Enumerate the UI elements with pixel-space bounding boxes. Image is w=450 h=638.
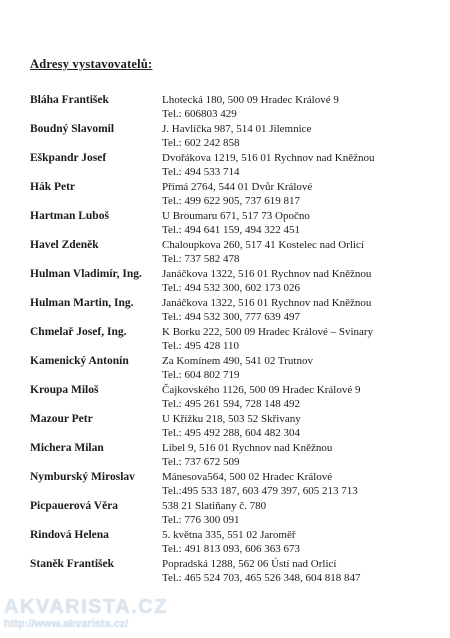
- exhibitor-phone: Tel.: 495 428 110: [162, 340, 240, 352]
- exhibitor-address: Dvořákova 1219, 516 01 Rychnov nad Kněžnou: [162, 152, 375, 164]
- exhibitor-name: Hák Petr: [30, 181, 76, 193]
- exhibitor-address: Za Komínem 490, 541 02 Trutnov: [162, 355, 313, 367]
- exhibitor-address: Libel 9, 516 01 Rychnov nad Kněžnou: [162, 442, 333, 454]
- watermark: [4, 596, 204, 636]
- exhibitor-phone: Tel.: 495 492 288, 604 482 304: [162, 427, 300, 439]
- exhibitor-entry: [0, 529, 450, 559]
- exhibitor-phone: Tel.: 495 261 594, 728 148 492: [162, 398, 300, 410]
- exhibitor-entry: [0, 384, 450, 414]
- exhibitor-entry: [0, 210, 450, 240]
- exhibitor-phone: Tel.: 604 802 719: [162, 369, 240, 381]
- exhibitor-address: Janáčkova 1322, 516 01 Rychnov nad Kněžnou: [162, 297, 372, 309]
- exhibitor-entry: [0, 297, 450, 327]
- exhibitor-phone: Tel.: 494 641 159, 494 322 451: [162, 224, 300, 236]
- exhibitor-name: Kroupa Miloš: [30, 384, 99, 396]
- exhibitor-address: 538 21 Slatiňany č. 780: [162, 500, 267, 512]
- exhibitor-phone: Tel.: 494 533 714: [162, 166, 240, 178]
- exhibitor-entry: [0, 500, 450, 530]
- exhibitor-phone: Tel.: 602 242 858: [162, 137, 240, 149]
- exhibitor-name: Picpauerová Věra: [30, 500, 119, 512]
- exhibitor-entry: [0, 471, 450, 501]
- exhibitor-name: Bláha František: [30, 94, 109, 106]
- exhibitor-address: Lhotecká 180, 500 09 Hradec Králové 9: [162, 94, 339, 106]
- exhibitor-phone: Tel.: 494 532 300, 602 173 026: [162, 282, 300, 294]
- exhibitor-entry: [0, 239, 450, 269]
- exhibitor-name: Hulman Vladimír, Ing.: [30, 268, 142, 280]
- exhibitor-address: Popradská 1288, 562 06 Ústí nad Orlicí: [162, 558, 337, 570]
- exhibitor-name: Rindová Helena: [30, 529, 109, 541]
- exhibitor-entry: [0, 326, 450, 356]
- exhibitor-name: Boudný Slavomil: [30, 123, 115, 135]
- exhibitor-name: Michera Milan: [30, 442, 104, 454]
- exhibitor-address: Čajkovského 1126, 500 09 Hradec Králové 9: [162, 384, 361, 396]
- exhibitor-name: Nymburský Miroslav: [30, 471, 135, 483]
- exhibitor-phone: Tel.: 465 524 703, 465 526 348, 604 818 847: [162, 572, 361, 584]
- exhibitor-address: Chaloupkova 260, 517 41 Kostelec nad Orlicí: [162, 239, 364, 251]
- exhibitor-address: U Broumaru 671, 517 73 Opočno: [162, 210, 310, 222]
- exhibitor-phone: Tel.:495 533 187, 603 479 397, 605 213 713: [162, 485, 358, 497]
- exhibitor-entry: [0, 558, 450, 588]
- exhibitor-phone: Tel.: 606803 429: [162, 108, 237, 120]
- exhibitor-phone: Tel.: 494 532 300, 777 639 497: [162, 311, 300, 323]
- exhibitor-phone: Tel.: 737 582 478: [162, 253, 240, 265]
- exhibitor-entry: [0, 355, 450, 385]
- document-heading: Adresy vystavovatelů:: [30, 57, 153, 71]
- exhibitor-address: U Křížku 218, 503 52 Skřivany: [162, 413, 301, 425]
- exhibitor-name: Kamenický Antonín: [30, 355, 129, 367]
- exhibitor-address: Mánesova564, 500 02 Hradec Králové: [162, 471, 333, 483]
- exhibitor-phone: Tel.: 491 813 093, 606 363 673: [162, 543, 300, 555]
- exhibitor-phone: Tel.: 776 300 091: [162, 514, 240, 526]
- exhibitor-entry: [0, 413, 450, 443]
- exhibitor-name: Havel Zdeněk: [30, 239, 99, 251]
- exhibitor-entry: [0, 123, 450, 153]
- exhibitor-name: Mazour Petr: [30, 413, 93, 425]
- exhibitor-address: K Borku 222, 500 09 Hradec Králové – Svinary: [162, 326, 374, 338]
- exhibitor-entry: [0, 152, 450, 182]
- exhibitor-address: Přímá 2764, 544 01 Dvůr Králové: [162, 181, 313, 193]
- watermark-title: AKVARISTA.CZ: [4, 596, 168, 618]
- exhibitor-entry: [0, 268, 450, 298]
- exhibitor-name: Hulman Martin, Ing.: [30, 297, 134, 309]
- exhibitor-name: Staněk František: [30, 558, 115, 570]
- exhibitor-entry: [0, 94, 450, 124]
- exhibitor-address: 5. května 335, 551 02 Jaroměř: [162, 529, 296, 541]
- exhibitor-entry: [0, 181, 450, 211]
- exhibitor-name: Eškpandr Josef: [30, 152, 107, 164]
- exhibitor-phone: Tel.: 737 672 509: [162, 456, 240, 468]
- exhibitor-address: Janáčkova 1322, 516 01 Rychnov nad Kněžnou: [162, 268, 372, 280]
- exhibitor-phone: Tel.: 499 622 905, 737 619 817: [162, 195, 300, 207]
- exhibitor-address: J. Havlíčka 987, 514 01 Jilemnice: [162, 123, 312, 135]
- exhibitor-name: Chmelař Josef, Ing.: [30, 326, 127, 338]
- exhibitor-name: Hartman Luboš: [30, 210, 109, 222]
- exhibitor-entry: [0, 442, 450, 472]
- watermark-url: http://www.akvarista.cz/: [4, 618, 129, 630]
